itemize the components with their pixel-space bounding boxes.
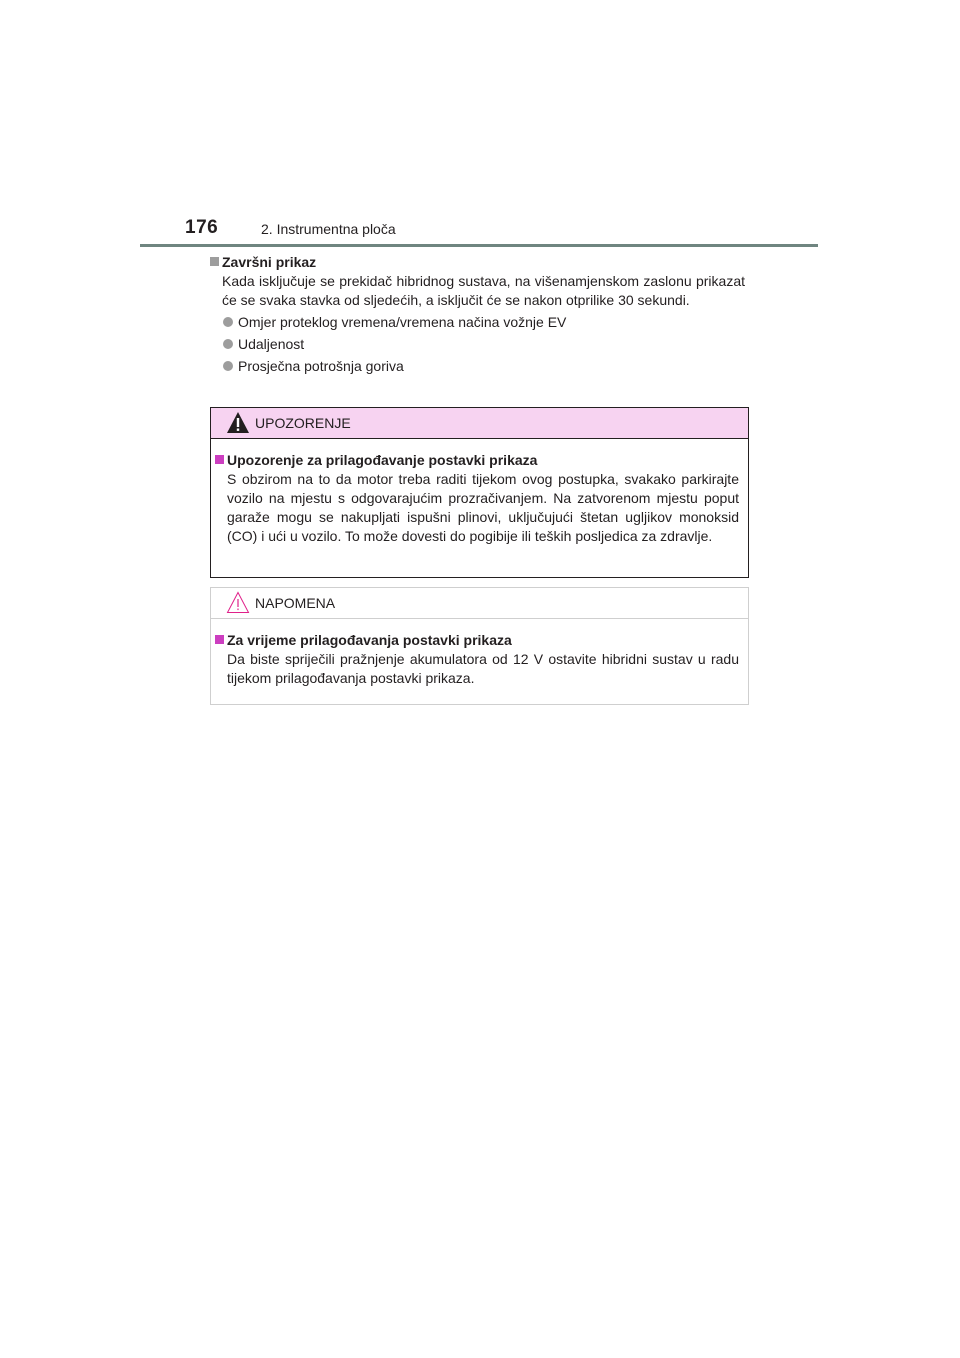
caution-outline-triangle-icon bbox=[226, 591, 250, 614]
notice-heading bbox=[215, 631, 739, 650]
list-item bbox=[210, 335, 745, 354]
section-paragraph: Kada isključuje se prekidač hibridnog sustava, na višenamjenskom zaslonu prikazat će se svaka stavka od sljedećih, a isključit će se nakon otprilike 30 sekundi. bbox=[222, 273, 745, 308]
page-number: 176 bbox=[185, 217, 219, 238]
warning-body bbox=[211, 439, 748, 560]
list-item bbox=[210, 357, 745, 376]
list-item-text: Prosječna potrošnja goriva bbox=[238, 358, 404, 374]
section-heading-text: Završni prikaz bbox=[222, 254, 317, 270]
warning-header bbox=[211, 408, 748, 439]
round-bullet-icon bbox=[223, 339, 233, 349]
notice-heading-text: Za vrijeme prilagođavanja postavki prikaza bbox=[227, 632, 512, 648]
notice-title: NAPOMENA bbox=[255, 595, 336, 611]
notice-body bbox=[211, 619, 748, 702]
notice-text: Da biste spriječili pražnjenje akumulatora od 12 V ostavite hibridni sustav u radu tijekom prilagođavanja postavki prikaza. bbox=[227, 651, 739, 686]
warning-heading-text: Upozorenje za prilagođavanje postavki prikaza bbox=[227, 452, 538, 468]
list-item-text: Udaljenost bbox=[238, 336, 305, 352]
warning-text: S obzirom na to da motor treba raditi tijekom ovog postupka, svakako parkirajte vozilo na mjestu s odgovarajućim prozračivanjem. Na zatvorenom mjestu poput garaže mogu se nakupljati ispušni plinovi, uključujući štetan ugljikov monoksid (CO) i ući u vozilo. To može dovesti do pogibije ili teških posljedica za zdravlje. bbox=[227, 471, 739, 544]
section-heading bbox=[210, 253, 745, 272]
notice-header bbox=[211, 588, 748, 619]
notice-box bbox=[210, 587, 749, 705]
warning-title: UPOZORENJE bbox=[255, 415, 351, 431]
chapter-title: 2. Instrumentna ploča bbox=[261, 221, 396, 237]
round-bullet-icon bbox=[223, 317, 233, 327]
square-bullet-icon bbox=[215, 455, 224, 464]
square-bullet-icon bbox=[210, 257, 219, 266]
warning-triangle-icon bbox=[226, 411, 250, 434]
list-item-text: Omjer proteklog vremena/vremena načina vožnje EV bbox=[238, 314, 567, 330]
warning-heading bbox=[215, 451, 739, 470]
warning-box bbox=[210, 407, 749, 578]
round-bullet-icon bbox=[223, 361, 233, 371]
list-item bbox=[210, 313, 745, 332]
square-bullet-icon bbox=[215, 635, 224, 644]
header-rule bbox=[140, 244, 818, 247]
final-display-section bbox=[210, 253, 745, 376]
